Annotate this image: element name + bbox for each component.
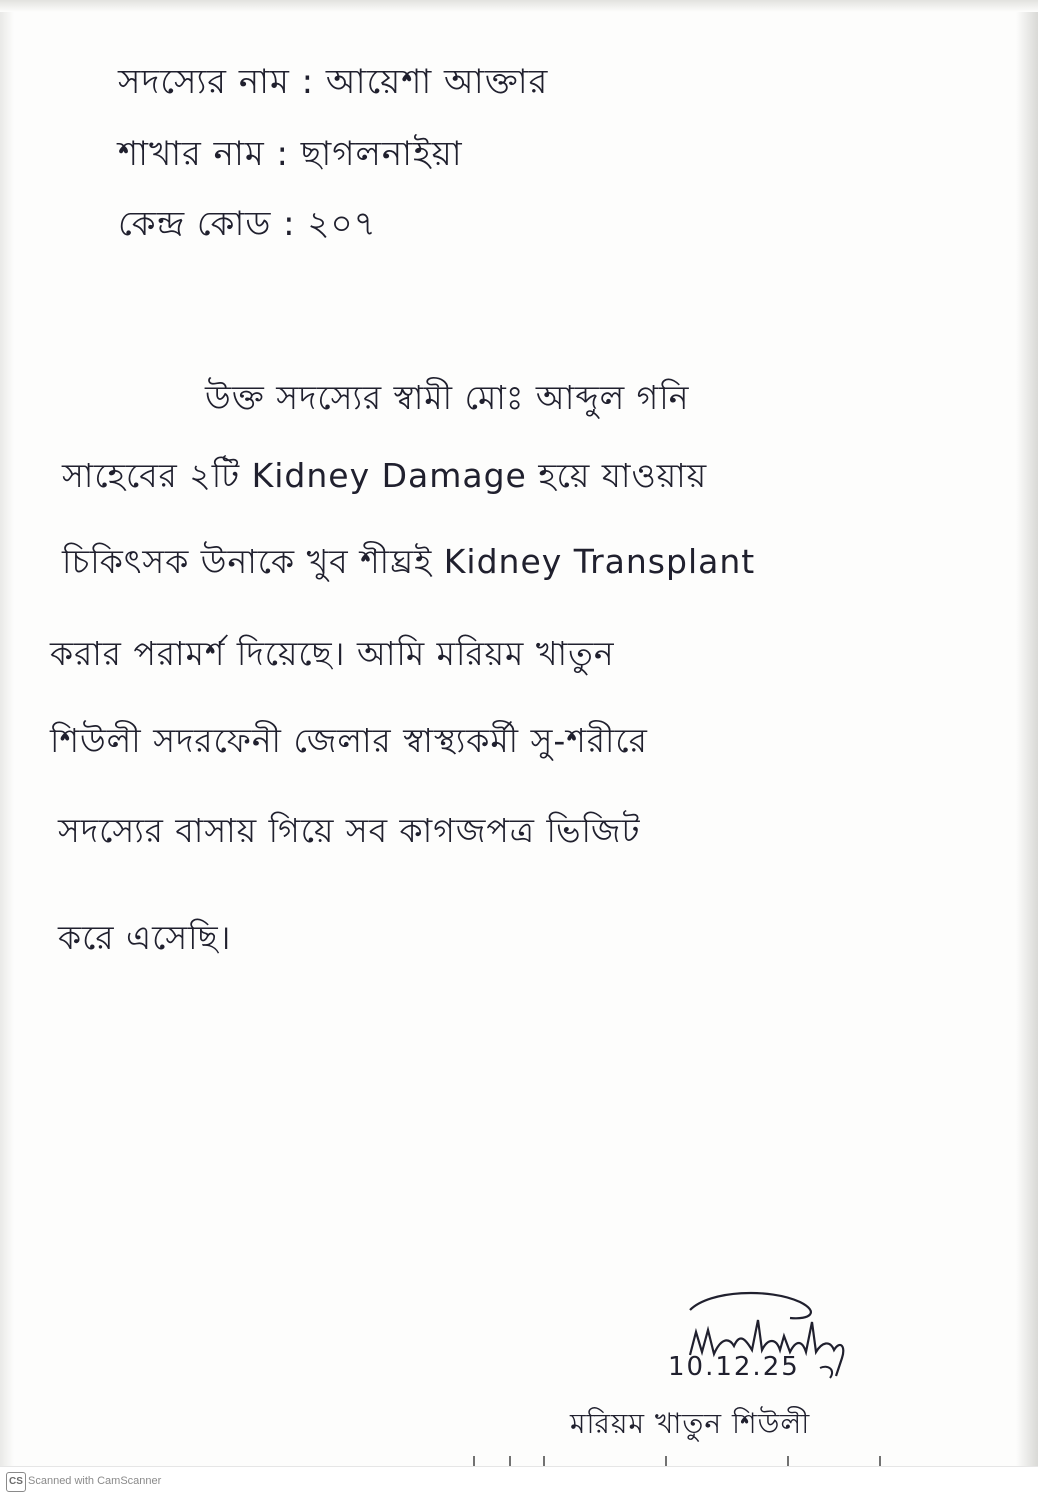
body-line: করার পরামর্শ দিয়েছে। আমি মরিয়ম খাতুন	[50, 634, 615, 673]
signature-date: 10.12.25	[668, 1352, 800, 1382]
center-code-line: কেন্দ্র কোড : ২০৭	[118, 204, 377, 244]
body-line: উক্ত সদস্যের স্বামী মোঃ আব্দুল গনি	[205, 378, 690, 417]
body-line: সদস্যের বাসায় গিয়ে সব কাগজপত্র ভিজিট	[58, 811, 641, 850]
body-line: করে এসেছি।	[58, 918, 232, 957]
scan-edge-top	[0, 0, 1038, 12]
branch-name-line: শাখার নাম : ছাগলনাইয়া	[118, 134, 463, 174]
body-line: চিকিৎসক উনাকে খুব শীঘ্রই Kidney Transplant	[62, 542, 756, 581]
camscanner-logo-icon: CS	[6, 1472, 26, 1492]
body-line: সাহেবের ২টি Kidney Damage হয়ে যাওয়ায়	[62, 456, 708, 495]
scan-edge-left	[0, 0, 14, 1497]
member-name-line: সদস্যের নাম : আয়েশা আক্তার	[118, 62, 549, 102]
body-line: শিউলী সদরফেনী জেলার স্বাস্থ্যকর্মী সু-শরীরে	[50, 721, 648, 760]
scan-edge-right	[1016, 0, 1038, 1497]
scanner-watermark-text: Scanned with CamScanner	[28, 1475, 162, 1487]
signatory-name: মরিয়ম খাতুন শিউলী	[570, 1407, 811, 1440]
